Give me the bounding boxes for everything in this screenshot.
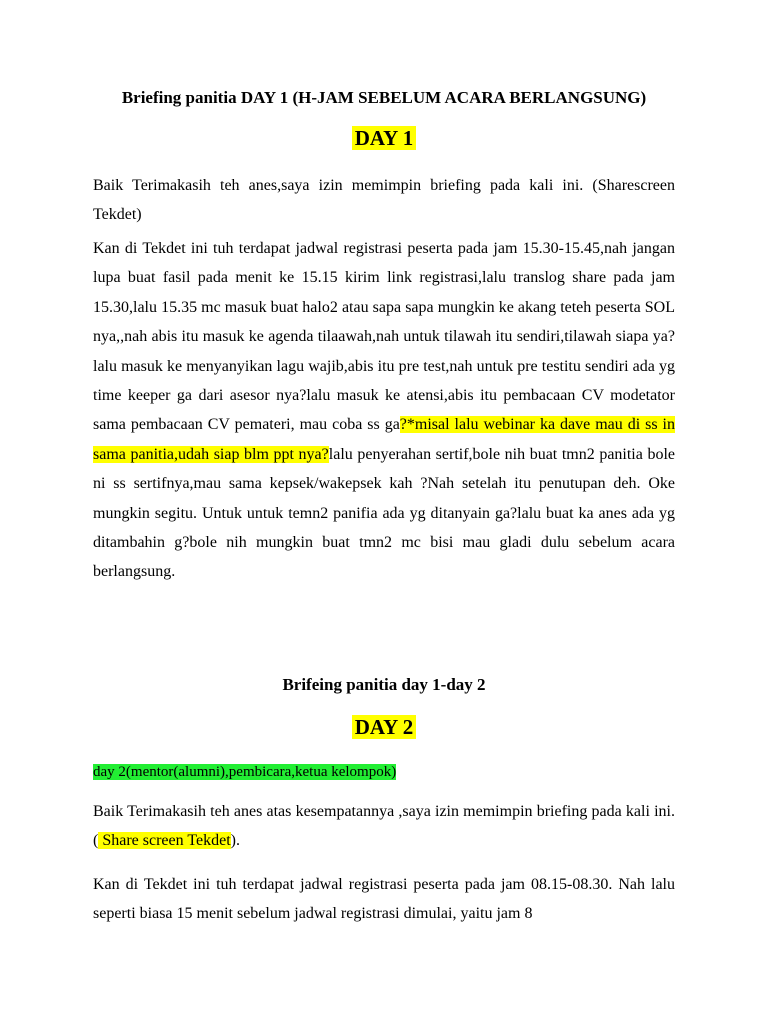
day2-intro-text-2: ). xyxy=(230,832,240,850)
day2-intro-paragraph xyxy=(93,797,675,856)
day1-body-text-1: Kan di Tekdet ini tuh terdapat jadwal registrasi peserta pada jam 15.30-15.45,nah jangan lupa buat fasil pada menit ke 15.15 kirim link registrasi,lalu translog share pada jam 15.30,lalu 15.35 mc masuk buat halo2 atau sapa sapa mungkin ke akang teteh peserta SOL nya,,nah abis itu masuk ke agenda tilaawah,nah untuk tilawah itu sendiri,tilawah siapa ya?lalu masuk ke menyanyikan lagu wajib,abis itu pre test,nah untuk pre testitu sendiri ada yg time keeper ga dari asesor nya?lalu masuk ke atensi,abis itu pembacaan CV modetator sama pembacaan CV pemateri, mau coba ss ga xyxy=(93,240,675,434)
day2-briefing-title: Brifeing panitia day 1-day 2 xyxy=(282,675,486,694)
day2-subtitle-text: day 2(mentor(alumni),pembicara,ketua kelompok) xyxy=(93,764,397,780)
day1-heading xyxy=(0,126,768,151)
day1-body-paragraph xyxy=(93,234,675,587)
day2-heading xyxy=(0,715,768,740)
day1-body-highlight: ?*misal lalu webinar ka dave mau di ss in sama panitia,udah siap blm ppt nya? xyxy=(93,416,675,463)
day2-subtitle xyxy=(93,761,396,783)
day1-briefing-title: Briefing panitia DAY 1 (H-JAM SEBELUM ACARA BERLANGSUNG) xyxy=(121,88,647,107)
day2-body-paragraph: Kan di Tekdet ini tuh terdapat jadwal registrasi peserta pada jam 08.15-08.30. Nah lalu seperti biasa 15 menit sebelum jadwal registrasi dimulai, yaitu jam 8 xyxy=(93,876,675,923)
day2-label: DAY 2 xyxy=(352,715,417,739)
day1-label: DAY 1 xyxy=(352,126,417,150)
day2-intro-text-1: Baik Terimakasih teh anes atas kesempatannya ,saya izin memimpin briefing pada kali ini.( xyxy=(93,803,675,850)
day1-intro-paragraph: Baik Terimakasih teh anes,saya izin memimpin briefing pada kali ini. (Sharescreen Tekdet) xyxy=(93,177,675,224)
day2-intro-highlight: Share screen Tekdet xyxy=(98,832,231,850)
day1-body-text-2: lalu penyerahan sertif,bole nih buat tmn2 panitia bole ni ss sertifnya,mau sama kepsek/wakepsek kah ?Nah setelah itu penutupan deh. Oke mungkin segitu. Untuk untuk temn2 panifia ada yg ditanyain ga?lalu buat ka anes ada yg ditambahin g?bole nih mungkin buat tmn2 mc bisi mau gladi dulu sebelum acara berlangsung. xyxy=(93,445,675,581)
